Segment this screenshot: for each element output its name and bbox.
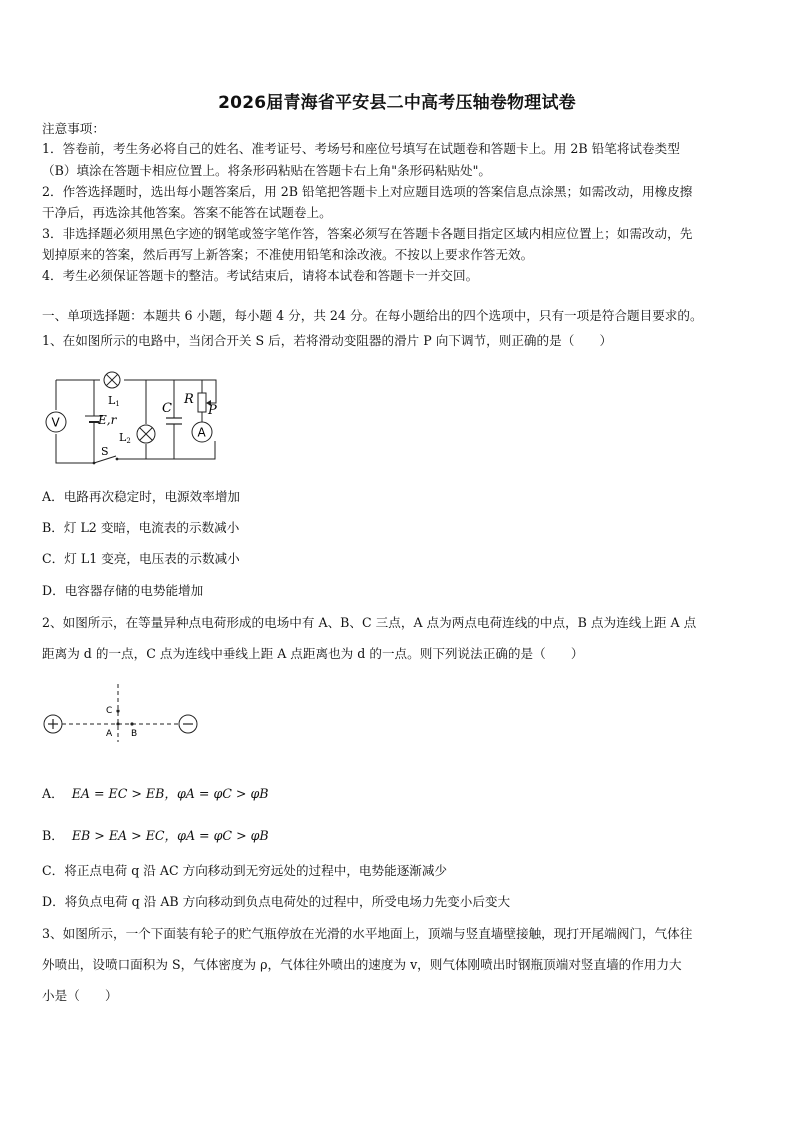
point-c [116,709,119,712]
point-b-label: B [131,729,138,739]
notice-line: 3．非选择题必须用黑色字迹的钢笔或签字笔作答，答案必须写在答题卡各题目指定区域内相应位置上；如需改动，先 [42,226,693,241]
q1-option-b: B．灯 L2 变暗，电流表的示数减小 [42,520,240,535]
lamp-l1-label: L1 [108,394,120,408]
question-3-line3: 小是（ ） [42,988,118,1003]
question-3-line2: 外喷出，设喷口面积为 S，气体密度为 ρ，气体往外喷出的速度为 v，则气体刚喷出时钢瓶顶端对竖直墙的作用力大 [42,957,682,972]
question-3-line1: 3、如图所示，一个下面装有轮子的贮气瓶停放在光滑的水平地面上，顶端与竖直墙壁接触，现打开尾端阀门，气体往 [42,926,693,941]
page-title: 2026届青海省平安县二中高考压轴卷物理试卷 [218,93,576,113]
q1-option-a: A．电路再次稳定时，电源效率增加 [42,489,241,504]
question-2-stem-line2: 距离为 d 的一点，C 点为连线中垂线上距 A 点距离也为 d 的一点。则下列说法正确的是（ ） [42,646,584,661]
q2-option-a: A． EA = EC > EB，φA = φC > φB [42,786,269,801]
section-heading: 一、单项选择题：本题共 6 小题，每小题 4 分，共 24 分。在每小题给出的四个选项中，只有一项是符合题目要求的。 [42,308,703,323]
q2-option-b: B． EB > EA > EC，φA = φC > φB [42,828,269,843]
point-a-label: A [106,729,113,739]
q1-option-c: C．灯 L1 变亮，电压表的示数减小 [42,551,240,566]
ammeter-label: A [197,425,206,440]
lamp-l2-label: L2 [119,431,131,445]
q2-option-d: D．将负点电荷 q 沿 AB 方向移动到负点电荷处的过程中，所受电场力先变小后变大 [42,894,511,909]
q2-option-c: C．将正点电荷 q 沿 AC 方向移动到无穷远处的过程中，电势能逐渐减少 [42,863,448,878]
resistor-label: R [184,392,194,407]
capacitor-label: C [162,401,172,416]
charge-diagram [40,680,210,745]
point-c-label: C [106,706,113,716]
emf-label: E,r [98,413,117,427]
voltmeter-label: V [51,415,60,430]
notice-line: （B）填涂在答题卡相应位置上。将条形码粘贴在答题卡右上角"条形码粘贴处"。 [42,163,492,178]
question-1-stem: 1、在如图所示的电路中，当闭合开关 S 后，若将滑动变阻器的滑片 P 向下调节，则正确的是（ ） [42,333,613,348]
notice-heading: 注意事项： [42,121,105,136]
q1-option-d: D．电容器存储的电势能增加 [42,583,204,598]
point-a [116,722,119,725]
notice-line: 4．考生必须保证答题卡的整洁。考试结束后，请将本试卷和答题卡一并交回。 [42,268,479,283]
switch-label: S [101,445,109,458]
point-b [130,722,133,725]
slider-label: P [208,403,217,418]
circuit-diagram [40,368,230,468]
question-2-stem-line1: 2、如图所示，在等量异种点电荷形成的电场中有 A、B、C 三点，A 点为两点电荷连线的中点，B 点为连线上距 A 点 [42,615,697,630]
notice-line: 干净后，再选涂其他答案。答案不能答在试题卷上。 [42,205,332,220]
notice-line: 1．答卷前，考生务必将自己的姓名、准考证号、考场号和座位号填写在试题卷和答题卡上。用 2B 铅笔将试卷类型 [42,141,680,156]
notice-line: 2．作答选择题时，选出每小题答案后，用 2B 铅笔把答题卡上对应题目选项的答案信息点涂黑；如需改动，用橡皮擦 [42,184,693,199]
notice-line: 划掉原来的答案，然后再写上新答案；不准使用铅笔和涂改液。不按以上要求作答无效。 [42,247,534,262]
